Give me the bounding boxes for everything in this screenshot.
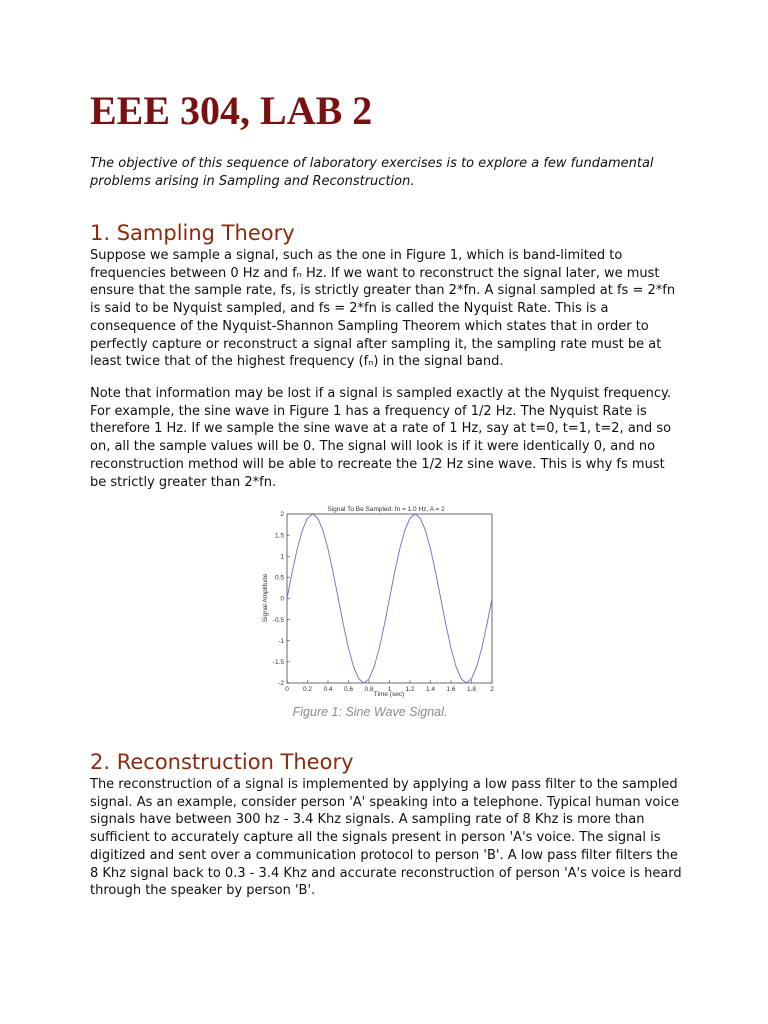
- y-tick-label: 0: [280, 595, 284, 603]
- figure-caption: Figure 1: Sine Wave Signal.: [292, 705, 448, 719]
- y-tick-label: 2: [280, 511, 284, 519]
- section-heading-reconstruction-theory: 2. Reconstruction Theory: [90, 750, 354, 774]
- x-tick-label: 1.4: [425, 686, 436, 693]
- page-title: EEE 304, LAB 2: [90, 88, 373, 133]
- y-tick-label: 1.5: [274, 532, 284, 540]
- x-axis-label: Time (sec): [373, 691, 405, 698]
- section-heading-sampling-theory: 1. Sampling Theory: [90, 221, 295, 245]
- x-tick-label: 1.2: [405, 686, 415, 693]
- x-tick-label: 1.8: [466, 686, 477, 693]
- y-tick-label: -0.5: [272, 616, 284, 624]
- y-tick-label: -1.5: [272, 659, 284, 667]
- y-axis-label: Signal Amplitude: [262, 573, 269, 623]
- x-tick-label: 0.6: [343, 686, 354, 693]
- sampling-paragraph-2: Note that information may be lost if a signal is sampled exactly at the Nyquist frequency. For example, the sine wave in Figure 1 has a frequency of 1/2 Hz. The Nyquist Rate is therefore 1 Hz. If we sample the sine wave at a rate of 1 Hz, say at t=0, t=1, t=2, and so on, all the sample values will be 0. The signal will look is if it were identically 0, and no reconstruction method will be able to recreate the 1/2 Hz sine wave. This is why fs must be strictly greater than 2*fn.: [90, 386, 672, 490]
- sampling-paragraph-1: Suppose we sample a signal, such as the one in Figure 1, which is band-limited to frequencies between 0 Hz and fₙ Hz. If we want to reconstruct the signal later, we must ensure that the sample rate, fs, is strictly greater than 2*fn. A signal sampled at fs = 2*fn is said to be Nyquist sampled, and fs = 2*fn is called the Nyquist Rate. This is a consequence of the Nyquist-Shannon Sampling Theorem which states that in order to perfectly capture or reconstruct a signal after sampling it, the sampling rate must be at least twice that of the highest frequency (fₙ) in the signal band.: [90, 248, 676, 370]
- y-tick-label: 1: [280, 553, 284, 561]
- intro-paragraph: The objective of this sequence of laboratory exercises is to explore a few fundamental problems arising in Sampling and Reconstruction.: [90, 156, 654, 189]
- x-tick-label: 1: [387, 686, 392, 693]
- y-tick-label: -1: [278, 637, 284, 645]
- y-tick-label: 0.5: [274, 574, 284, 582]
- x-tick-label: 0.8: [364, 686, 374, 693]
- sine-wave-chart: [258, 502, 498, 698]
- x-tick-label: 2: [490, 686, 494, 693]
- x-tick-label: 0: [285, 686, 289, 693]
- x-tick-label: 1.6: [446, 686, 456, 693]
- reconstruction-paragraph: The reconstruction of a signal is implemented by applying a low pass filter to the sampled signal. As an example, consider person 'A' speaking into a telephone. Typical human voice signals have between 300 hz - 3.4 Khz signals. A sampling rate of 8 Khz is more than sufficient to accurately capture all the signals present in person 'A's voice. The signal is digitized and sent over a communication protocol to person 'B'. A low pass filter filters the 8 Khz signal back to 0.3 - 3.4 Khz and accurate reconstruction of person 'A's voice is heard through the speaker by person 'B'.: [90, 777, 682, 899]
- x-tick-label: 0.2: [302, 686, 313, 693]
- x-tick-label: 0.4: [323, 686, 333, 693]
- figure-sine-wave: [258, 502, 498, 698]
- y-tick-label: -2: [278, 680, 284, 688]
- chart-title: Signal To Be Sampled: fn = 1.0 Hz, A = 2: [327, 506, 445, 513]
